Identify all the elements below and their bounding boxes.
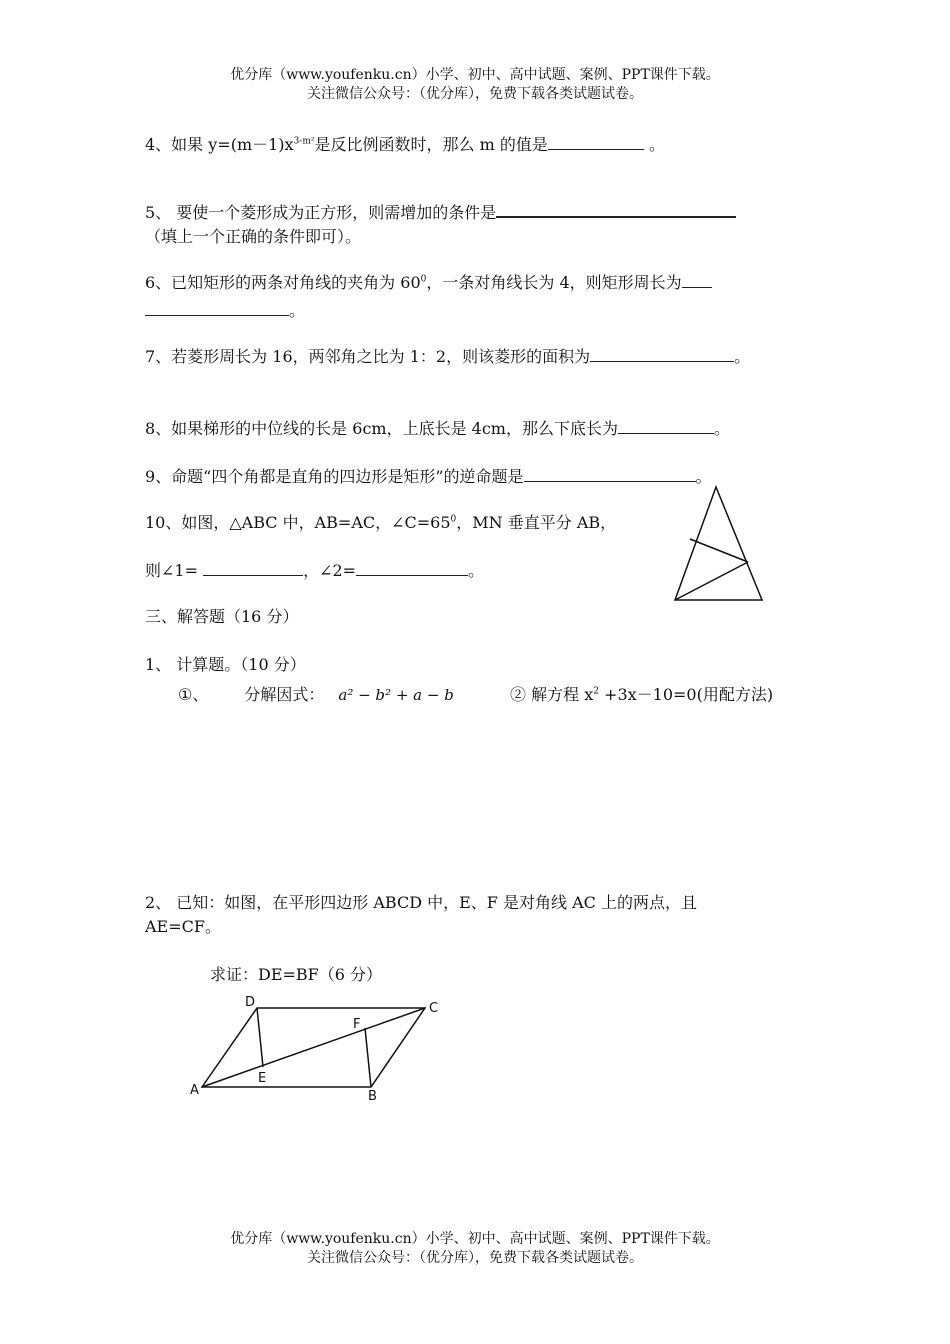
label-a: A bbox=[190, 1083, 199, 1098]
answer-blank[interactable] bbox=[496, 202, 736, 218]
question-5-line-2: （填上一个正确的条件即可）。 bbox=[145, 227, 362, 246]
footer-line-1: 优分库（www.youfenku.cn）小学、初中、高中试题、案例、PPT课件下载。 bbox=[230, 1231, 720, 1247]
answer-blank[interactable] bbox=[590, 347, 734, 362]
question-4: 4、如果 $y=(m-1)x^{3-m^2}$是反比例函数时，那么 m 的值是 。 bbox=[145, 135, 665, 154]
question-9: 9、命题“四个角都是直角的四边形是矩形”的逆命题是 。 bbox=[145, 467, 712, 486]
question-6: 6、已知矩形的两条对角线的夹角为 $60^0$，一条对角线长为 4，则矩形周长为 bbox=[145, 270, 712, 293]
section-3-title: 三、解答题（16 分） bbox=[145, 607, 299, 626]
subquestion-1-item-1: ①、 分解因式： a² − b² + a − b bbox=[178, 685, 454, 704]
prove-statement: 求证：DE=BF（6 分） bbox=[210, 965, 383, 984]
answer-blank[interactable] bbox=[548, 135, 644, 150]
answer-blank-cont[interactable] bbox=[145, 301, 289, 316]
segment-bf bbox=[365, 1028, 371, 1087]
subquestion-2-line-1: 2、 已知：如图，在平形四边形 ABCD 中，E、F 是对角线 AC 上的两点，且 bbox=[145, 893, 697, 912]
question-6-line-2: 。 bbox=[145, 298, 305, 321]
subquestion-2-line-2: AE=CF。 bbox=[145, 917, 221, 936]
answer-blank[interactable] bbox=[618, 419, 714, 434]
answer-blank[interactable] bbox=[682, 273, 712, 288]
question-10: 10、如图，△ABC 中，AB=AC，$\angle C=65^0$，MN 垂直平分 AB， bbox=[145, 513, 617, 532]
question-10-line-2: 则∠1= ，∠2= 。 bbox=[145, 561, 485, 580]
segment-de bbox=[257, 1008, 263, 1067]
question-7: 7、若菱形周长为 16，两邻角之比为 1：2，则该菱形的面积为 。 bbox=[145, 347, 751, 366]
label-b: B bbox=[368, 1089, 377, 1104]
parallelogram-figure bbox=[185, 990, 450, 1105]
label-e: E bbox=[258, 1071, 267, 1086]
label-c: C bbox=[429, 1001, 439, 1016]
question-5: 5、 要使一个菱形成为正方形，则需增加的条件是 bbox=[145, 200, 736, 223]
factor-expression: a² − b² + a − b bbox=[338, 686, 454, 704]
triangle-figure bbox=[670, 484, 770, 606]
subquestion-1-item-2: ② 解方程 $x^2 +3x-10=0$(用配方法) bbox=[510, 685, 774, 704]
header-line-1: 优分库（www.youfenku.cn）小学、初中、高中试题、案例、PPT课件下载。 bbox=[230, 67, 720, 83]
header-line-2: 关注微信公众号：（优分库），免费下载各类试题试卷。 bbox=[307, 86, 643, 102]
footer-line-2: 关注微信公众号：（优分库），免费下载各类试题试卷。 bbox=[307, 1250, 643, 1266]
label-f: F bbox=[353, 1017, 361, 1032]
subquestion-1-title: 1、 计算题。（10 分） bbox=[145, 655, 306, 674]
answer-blank-angle-1[interactable] bbox=[203, 561, 303, 576]
answer-blank[interactable] bbox=[524, 467, 696, 482]
question-8: 8、如果梯形的中位线的长是 6cm，上底长是 4cm，那么下底长为 。 bbox=[145, 419, 730, 438]
label-d: D bbox=[245, 995, 256, 1010]
triangle-abc bbox=[675, 487, 762, 600]
diagonal-ac bbox=[202, 1008, 425, 1087]
answer-blank-angle-2[interactable] bbox=[356, 561, 468, 576]
